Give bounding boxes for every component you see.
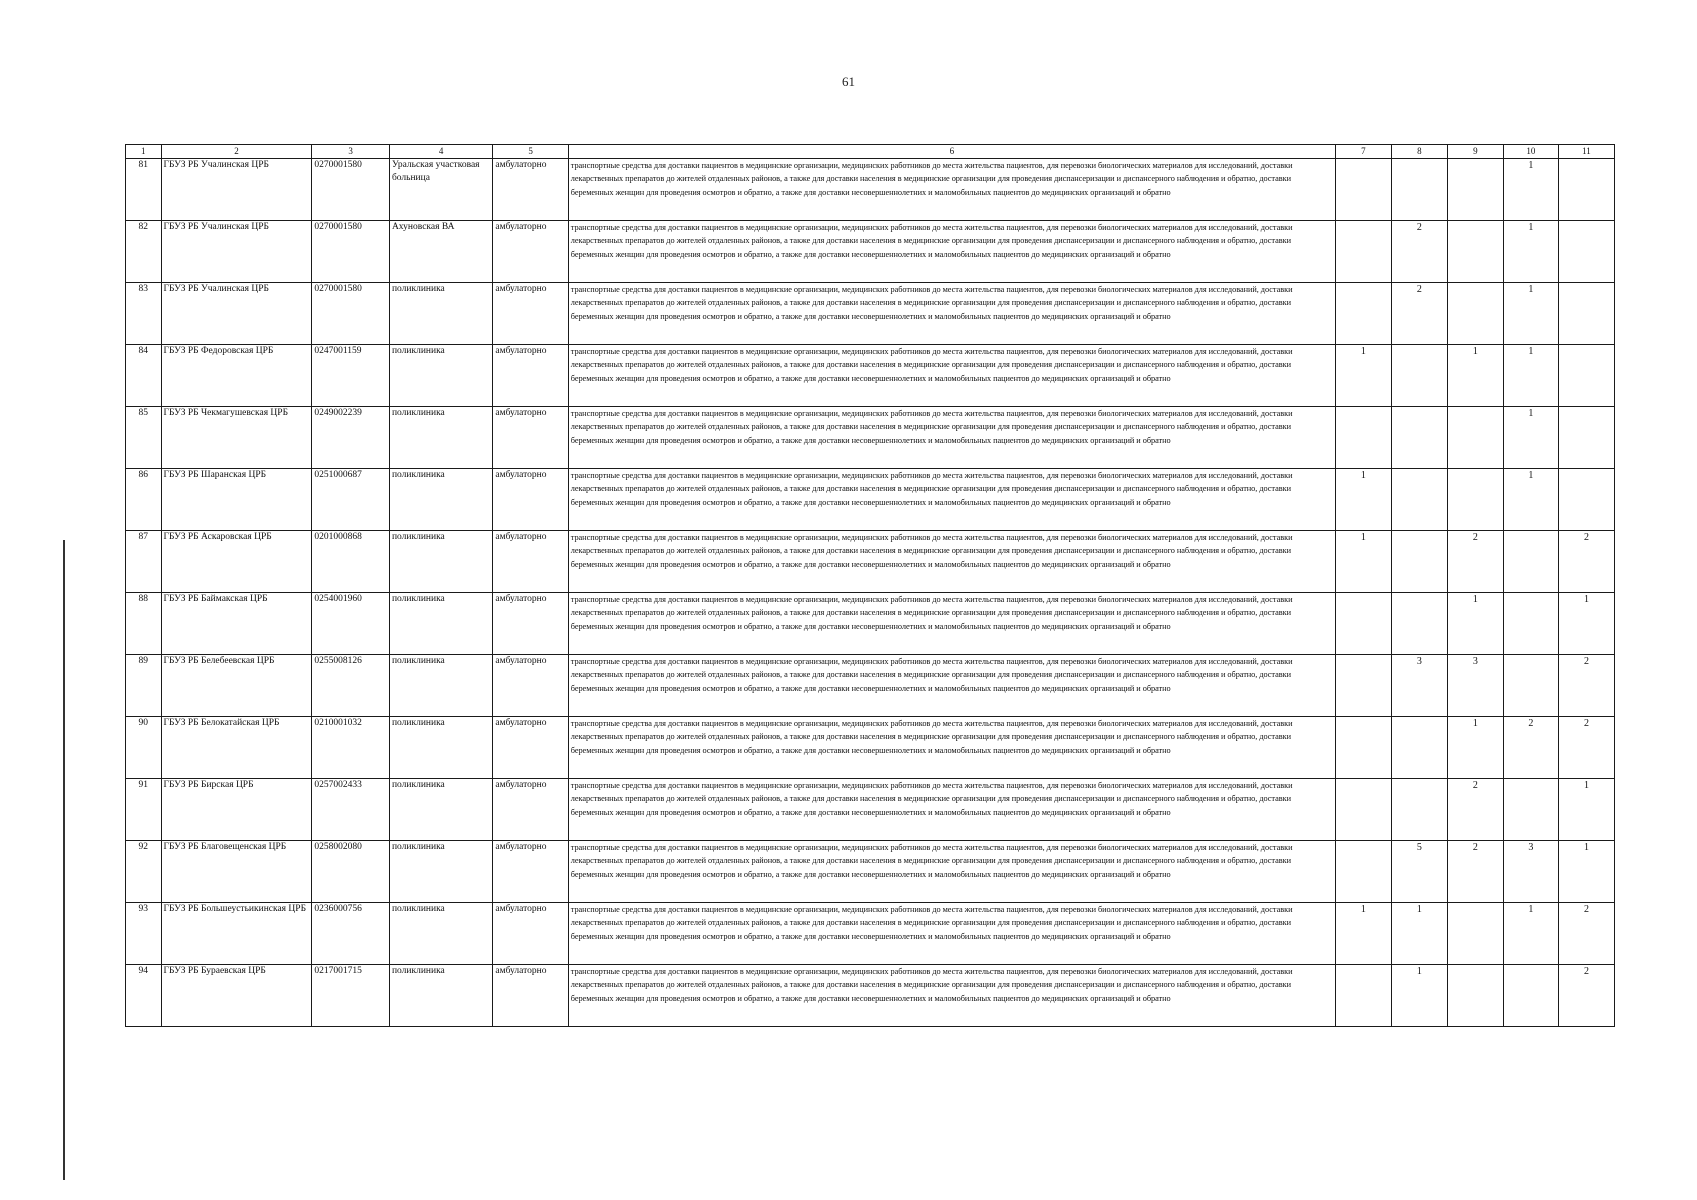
count-col-7	[1335, 965, 1391, 1027]
row-number: 86	[126, 469, 162, 531]
count-col-8: 2	[1391, 283, 1447, 345]
row-number: 85	[126, 407, 162, 469]
count-col-8	[1391, 345, 1447, 407]
count-col-10	[1503, 531, 1558, 593]
count-col-10: 1	[1503, 221, 1558, 283]
count-col-10: 1	[1503, 407, 1558, 469]
count-col-9: 1	[1447, 717, 1503, 779]
count-col-8	[1391, 469, 1447, 531]
table-row	[126, 593, 1615, 655]
count-col-8	[1391, 159, 1447, 221]
organization-code: 0236000756	[312, 903, 390, 965]
count-col-9	[1447, 283, 1503, 345]
column-header: 1	[126, 145, 162, 159]
care-condition: амбулаторно	[493, 779, 568, 841]
count-col-7	[1335, 407, 1391, 469]
count-col-10	[1503, 593, 1558, 655]
table-row	[126, 221, 1615, 283]
count-col-9: 2	[1447, 779, 1503, 841]
column-header: 4	[389, 145, 492, 159]
subdivision-name: поликлиника	[389, 841, 492, 903]
count-col-10	[1503, 655, 1558, 717]
organization-code: 0255008126	[312, 655, 390, 717]
organization-code: 0270001580	[312, 221, 390, 283]
care-condition: амбулаторно	[493, 841, 568, 903]
table-body	[126, 159, 1615, 1027]
count-col-9	[1447, 469, 1503, 531]
count-col-7: 1	[1335, 345, 1391, 407]
row-number: 82	[126, 221, 162, 283]
count-col-8: 2	[1391, 221, 1447, 283]
count-col-9: 1	[1447, 593, 1503, 655]
count-col-9: 2	[1447, 531, 1503, 593]
count-col-7	[1335, 221, 1391, 283]
count-col-8	[1391, 593, 1447, 655]
column-header: 10	[1503, 145, 1558, 159]
organization-code: 0251000687	[312, 469, 390, 531]
organization-code: 0258002080	[312, 841, 390, 903]
count-col-11	[1558, 221, 1614, 283]
column-header: 3	[312, 145, 390, 159]
subdivision-name: Уральская участковая больница	[389, 159, 492, 221]
table-row	[126, 345, 1615, 407]
count-col-10	[1503, 779, 1558, 841]
vehicle-purpose-description: транспортные средства для доставки пациентов в медицинские организации, медицинских работников до места жительства пациентов, для перевозки биологических материалов для исследований, доставки лекарственных препаратов до жителей отдаленных районов, а также для доставки населения в медицинские организации для проведения диспансеризации и диспансерного наблюдения и обратно, доставки беременных женщин для проведения осмотров и обратно, а также для доставки несовершеннолетних и маломобильных пациентов до медицинских организаций и обратно	[568, 903, 1335, 965]
organization-code: 0247001159	[312, 345, 390, 407]
column-header: 2	[161, 145, 312, 159]
care-condition: амбулаторно	[493, 469, 568, 531]
vehicle-purpose-description: транспортные средства для доставки пациентов в медицинские организации, медицинских работников до места жительства пациентов, для перевозки биологических материалов для исследований, доставки лекарственных препаратов до жителей отдаленных районов, а также для доставки населения в медицинские организации для проведения диспансеризации и диспансерного наблюдения и обратно, доставки беременных женщин для проведения осмотров и обратно, а также для доставки несовершеннолетних и маломобильных пациентов до медицинских организаций и обратно	[568, 531, 1335, 593]
care-condition: амбулаторно	[493, 283, 568, 345]
care-condition: амбулаторно	[493, 593, 568, 655]
count-col-10: 1	[1503, 469, 1558, 531]
organization-name: ГБУЗ РБ Учалинская ЦРБ	[161, 283, 312, 345]
table-row	[126, 159, 1615, 221]
count-col-7	[1335, 779, 1391, 841]
organization-name: ГБУЗ РБ Федоровская ЦРБ	[161, 345, 312, 407]
count-col-7	[1335, 283, 1391, 345]
vehicle-purpose-description: транспортные средства для доставки пациентов в медицинские организации, медицинских работников до места жительства пациентов, для перевозки биологических материалов для исследований, доставки лекарственных препаратов до жителей отдаленных районов, а также для доставки населения в медицинские организации для проведения диспансеризации и диспансерного наблюдения и обратно, доставки беременных женщин для проведения осмотров и обратно, а также для доставки несовершеннолетних и маломобильных пациентов до медицинских организаций и обратно	[568, 221, 1335, 283]
count-col-7	[1335, 717, 1391, 779]
care-condition: амбулаторно	[493, 655, 568, 717]
organization-name: ГБУЗ РБ Белокатайская ЦРБ	[161, 717, 312, 779]
subdivision-name: поликлиника	[389, 345, 492, 407]
count-col-11: 2	[1558, 965, 1614, 1027]
vehicle-purpose-description: транспортные средства для доставки пациентов в медицинские организации, медицинских работников до места жительства пациентов, для перевозки биологических материалов для исследований, доставки лекарственных препаратов до жителей отдаленных районов, а также для доставки населения в медицинские организации для проведения диспансеризации и диспансерного наблюдения и обратно, доставки беременных женщин для проведения осмотров и обратно, а также для доставки несовершеннолетних и маломобильных пациентов до медицинских организаций и обратно	[568, 407, 1335, 469]
care-condition: амбулаторно	[493, 903, 568, 965]
vehicle-purpose-description: транспортные средства для доставки пациентов в медицинские организации, медицинских работников до места жительства пациентов, для перевозки биологических материалов для исследований, доставки лекарственных препаратов до жителей отдаленных районов, а также для доставки населения в медицинские организации для проведения диспансеризации и диспансерного наблюдения и обратно, доставки беременных женщин для проведения осмотров и обратно, а также для доставки несовершеннолетних и маломобильных пациентов до медицинских организаций и обратно	[568, 469, 1335, 531]
count-col-8	[1391, 779, 1447, 841]
count-col-9	[1447, 965, 1503, 1027]
column-header: 5	[493, 145, 568, 159]
organization-name: ГБУЗ РБ Благовещенская ЦРБ	[161, 841, 312, 903]
subdivision-name: поликлиника	[389, 283, 492, 345]
row-number: 81	[126, 159, 162, 221]
count-col-9	[1447, 903, 1503, 965]
vehicle-purpose-description: транспортные средства для доставки пациентов в медицинские организации, медицинских работников до места жительства пациентов, для перевозки биологических материалов для исследований, доставки лекарственных препаратов до жителей отдаленных районов, а также для доставки населения в медицинские организации для проведения диспансеризации и диспансерного наблюдения и обратно, доставки беременных женщин для проведения осмотров и обратно, а также для доставки несовершеннолетних и маломобильных пациентов до медицинских организаций и обратно	[568, 593, 1335, 655]
organization-name: ГБУЗ РБ Аскаровская ЦРБ	[161, 531, 312, 593]
subdivision-name: поликлиника	[389, 407, 492, 469]
count-col-8: 3	[1391, 655, 1447, 717]
vehicle-purpose-description: транспортные средства для доставки пациентов в медицинские организации, медицинских работников до места жительства пациентов, для перевозки биологических материалов для исследований, доставки лекарственных препаратов до жителей отдаленных районов, а также для доставки населения в медицинские организации для проведения диспансеризации и диспансерного наблюдения и обратно, доставки беременных женщин для проведения осмотров и обратно, а также для доставки несовершеннолетних и маломобильных пациентов до медицинских организаций и обратно	[568, 841, 1335, 903]
count-col-9: 3	[1447, 655, 1503, 717]
table-row	[126, 903, 1615, 965]
count-col-11: 2	[1558, 903, 1614, 965]
count-col-7	[1335, 655, 1391, 717]
care-condition: амбулаторно	[493, 159, 568, 221]
count-col-11: 2	[1558, 655, 1614, 717]
count-col-8	[1391, 407, 1447, 469]
care-condition: амбулаторно	[493, 345, 568, 407]
organization-name: ГБУЗ РБ Учалинская ЦРБ	[161, 221, 312, 283]
vehicle-purpose-description: транспортные средства для доставки пациентов в медицинские организации, медицинских работников до места жительства пациентов, для перевозки биологических материалов для исследований, доставки лекарственных препаратов до жителей отдаленных районов, а также для доставки населения в медицинские организации для проведения диспансеризации и диспансерного наблюдения и обратно, доставки беременных женщин для проведения осмотров и обратно, а также для доставки несовершеннолетних и маломобильных пациентов до медицинских организаций и обратно	[568, 345, 1335, 407]
count-col-8	[1391, 717, 1447, 779]
organization-code: 0257002433	[312, 779, 390, 841]
count-col-9	[1447, 159, 1503, 221]
count-col-11: 1	[1558, 593, 1614, 655]
count-col-11: 1	[1558, 779, 1614, 841]
care-condition: амбулаторно	[493, 717, 568, 779]
row-number: 87	[126, 531, 162, 593]
vehicle-purpose-description: транспортные средства для доставки пациентов в медицинские организации, медицинских работников до места жительства пациентов, для перевозки биологических материалов для исследований, доставки лекарственных препаратов до жителей отдаленных районов, а также для доставки населения в медицинские организации для проведения диспансеризации и диспансерного наблюдения и обратно, доставки беременных женщин для проведения осмотров и обратно, а также для доставки несовершеннолетних и маломобильных пациентов до медицинских организаций и обратно	[568, 717, 1335, 779]
subdivision-name: поликлиника	[389, 965, 492, 1027]
organization-code: 0254001960	[312, 593, 390, 655]
vehicle-purpose-description: транспортные средства для доставки пациентов в медицинские организации, медицинских работников до места жительства пациентов, для перевозки биологических материалов для исследований, доставки лекарственных препаратов до жителей отдаленных районов, а также для доставки населения в медицинские организации для проведения диспансеризации и диспансерного наблюдения и обратно, доставки беременных женщин для проведения осмотров и обратно, а также для доставки несовершеннолетних и маломобильных пациентов до медицинских организаций и обратно	[568, 655, 1335, 717]
count-col-7	[1335, 841, 1391, 903]
table-row	[126, 283, 1615, 345]
page-number: 61	[842, 74, 855, 89]
care-condition: амбулаторно	[493, 221, 568, 283]
count-col-11: 2	[1558, 717, 1614, 779]
table-row	[126, 779, 1615, 841]
care-condition: амбулаторно	[493, 965, 568, 1027]
count-col-7: 1	[1335, 469, 1391, 531]
row-number: 90	[126, 717, 162, 779]
organization-code: 0249002239	[312, 407, 390, 469]
vehicle-allocation-table	[125, 144, 1615, 1027]
organization-code: 0217001715	[312, 965, 390, 1027]
care-condition: амбулаторно	[493, 407, 568, 469]
row-number: 91	[126, 779, 162, 841]
organization-name: ГБУЗ РБ Учалинская ЦРБ	[161, 159, 312, 221]
count-col-11: 2	[1558, 531, 1614, 593]
row-number: 89	[126, 655, 162, 717]
column-header: 9	[1447, 145, 1503, 159]
column-header: 8	[1391, 145, 1447, 159]
organization-name: ГБУЗ РБ Шаранская ЦРБ	[161, 469, 312, 531]
organization-code: 0270001580	[312, 159, 390, 221]
count-col-10	[1503, 965, 1558, 1027]
count-col-9	[1447, 221, 1503, 283]
binding-margin-line	[63, 540, 65, 1180]
count-col-10: 1	[1503, 159, 1558, 221]
organization-name: ГБУЗ РБ Белебеевская ЦРБ	[161, 655, 312, 717]
count-col-9: 2	[1447, 841, 1503, 903]
count-col-7	[1335, 593, 1391, 655]
count-col-7	[1335, 159, 1391, 221]
organization-name: ГБУЗ РБ Бирская ЦРБ	[161, 779, 312, 841]
count-col-9	[1447, 407, 1503, 469]
organization-name: ГБУЗ РБ Баймакская ЦРБ	[161, 593, 312, 655]
row-number: 94	[126, 965, 162, 1027]
count-col-8: 5	[1391, 841, 1447, 903]
vehicle-purpose-description: транспортные средства для доставки пациентов в медицинские организации, медицинских работников до места жительства пациентов, для перевозки биологических материалов для исследований, доставки лекарственных препаратов до жителей отдаленных районов, а также для доставки населения в медицинские организации для проведения диспансеризации и диспансерного наблюдения и обратно, доставки беременных женщин для проведения осмотров и обратно, а также для доставки несовершеннолетних и маломобильных пациентов до медицинских организаций и обратно	[568, 283, 1335, 345]
organization-code: 0270001580	[312, 283, 390, 345]
row-number: 88	[126, 593, 162, 655]
column-header: 7	[1335, 145, 1391, 159]
count-col-10: 1	[1503, 345, 1558, 407]
vehicle-purpose-description: транспортные средства для доставки пациентов в медицинские организации, медицинских работников до места жительства пациентов, для перевозки биологических материалов для исследований, доставки лекарственных препаратов до жителей отдаленных районов, а также для доставки населения в медицинские организации для проведения диспансеризации и диспансерного наблюдения и обратно, доставки беременных женщин для проведения осмотров и обратно, а также для доставки несовершеннолетних и маломобильных пациентов до медицинских организаций и обратно	[568, 159, 1335, 221]
row-number: 93	[126, 903, 162, 965]
table-row	[126, 469, 1615, 531]
count-col-7: 1	[1335, 903, 1391, 965]
organization-name: ГБУЗ РБ Чекмагушевская ЦРБ	[161, 407, 312, 469]
table-row	[126, 407, 1615, 469]
count-col-8	[1391, 531, 1447, 593]
count-col-11	[1558, 159, 1614, 221]
count-col-10: 1	[1503, 283, 1558, 345]
subdivision-name: Ахуновская ВА	[389, 221, 492, 283]
count-col-10: 3	[1503, 841, 1558, 903]
subdivision-name: поликлиника	[389, 717, 492, 779]
count-col-11	[1558, 345, 1614, 407]
organization-code: 0210001032	[312, 717, 390, 779]
organization-name: ГБУЗ РБ Бураевская ЦРБ	[161, 965, 312, 1027]
organization-name: ГБУЗ РБ Большеустьикинская ЦРБ	[161, 903, 312, 965]
column-number-header-row	[126, 145, 1615, 159]
count-col-9: 1	[1447, 345, 1503, 407]
count-col-7: 1	[1335, 531, 1391, 593]
count-col-10: 1	[1503, 903, 1558, 965]
care-condition: амбулаторно	[493, 531, 568, 593]
subdivision-name: поликлиника	[389, 655, 492, 717]
table-row	[126, 655, 1615, 717]
table-row	[126, 965, 1615, 1027]
count-col-11: 1	[1558, 841, 1614, 903]
subdivision-name: поликлиника	[389, 903, 492, 965]
column-header: 11	[1558, 145, 1614, 159]
count-col-8: 1	[1391, 965, 1447, 1027]
vehicle-purpose-description: транспортные средства для доставки пациентов в медицинские организации, медицинских работников до места жительства пациентов, для перевозки биологических материалов для исследований, доставки лекарственных препаратов до жителей отдаленных районов, а также для доставки населения в медицинские организации для проведения диспансеризации и диспансерного наблюдения и обратно, доставки беременных женщин для проведения осмотров и обратно, а также для доставки несовершеннолетних и маломобильных пациентов до медицинских организаций и обратно	[568, 965, 1335, 1027]
count-col-11	[1558, 469, 1614, 531]
table-row	[126, 531, 1615, 593]
subdivision-name: поликлиника	[389, 469, 492, 531]
count-col-11	[1558, 283, 1614, 345]
row-number: 83	[126, 283, 162, 345]
count-col-11	[1558, 407, 1614, 469]
table-row	[126, 841, 1615, 903]
subdivision-name: поликлиника	[389, 779, 492, 841]
count-col-10: 2	[1503, 717, 1558, 779]
vehicle-purpose-description: транспортные средства для доставки пациентов в медицинские организации, медицинских работников до места жительства пациентов, для перевозки биологических материалов для исследований, доставки лекарственных препаратов до жителей отдаленных районов, а также для доставки населения в медицинские организации для проведения диспансеризации и диспансерного наблюдения и обратно, доставки беременных женщин для проведения осмотров и обратно, а также для доставки несовершеннолетних и маломобильных пациентов до медицинских организаций и обратно	[568, 779, 1335, 841]
column-header: 6	[568, 145, 1335, 159]
count-col-8: 1	[1391, 903, 1447, 965]
row-number: 84	[126, 345, 162, 407]
subdivision-name: поликлиника	[389, 593, 492, 655]
row-number: 92	[126, 841, 162, 903]
subdivision-name: поликлиника	[389, 531, 492, 593]
table-row	[126, 717, 1615, 779]
organization-code: 0201000868	[312, 531, 390, 593]
